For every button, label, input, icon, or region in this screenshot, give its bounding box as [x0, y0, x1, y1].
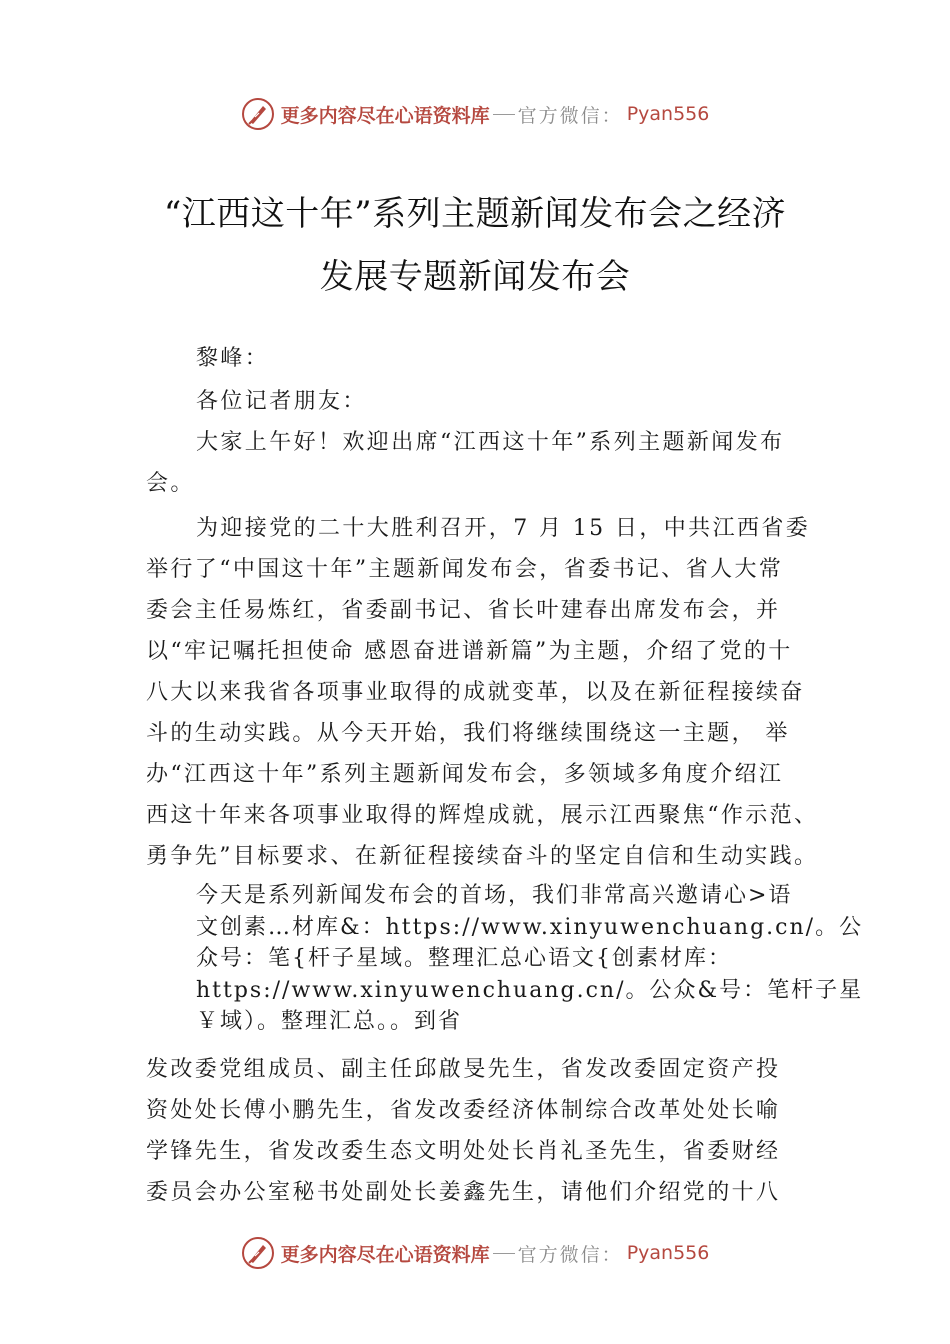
paragraph-line: 西这十年来各项事业取得的辉煌成就，展示江西聚焦“作示范、	[146, 803, 819, 828]
banner-dash	[493, 114, 515, 115]
paragraph-guests-intro	[196, 880, 863, 1038]
paragraph-line: 大家上午好！欢迎出席“江西这十年”系列主题新闻发布	[196, 430, 785, 455]
banner-main-text: 更多内容尽在心语资料库	[280, 1243, 490, 1266]
document-title-line-1: “江西这十年”系列主题新闻发布会之经济	[163, 194, 787, 234]
paragraph-welcome	[146, 422, 785, 504]
paragraph-line: ￥域）。整理汇总。。到省	[196, 1009, 463, 1034]
paragraph-line: 资处处长傅小鹏先生，省发改委经济体制综合改革处处长喻	[146, 1098, 781, 1123]
quill-pen-logo-icon	[241, 1236, 275, 1270]
paragraph-line: 以“牢记嘱托担使命 感恩奋进谱新篇”为主题，介绍了党的十	[146, 639, 793, 664]
paragraph-line: https://www.xinyuwenchuang.cn/。公众&号：笔杆子星	[196, 977, 864, 1003]
banner-wechat-label: 官方微信：	[517, 1243, 623, 1266]
paragraph-line: 今天是系列新闻发布会的首场，我们非常高兴邀请心>语	[196, 883, 793, 908]
paragraph-line: 办“江西这十年”系列主题新闻发布会，多领域多角度介绍江	[146, 762, 784, 787]
banner-wechat-id: Pyan556	[626, 1242, 710, 1264]
speaker-name: 黎峰：	[196, 346, 270, 371]
paragraph-line: 勇争先”目标要求、在新征程接续奋斗的坚定自信和生动实践。	[146, 844, 819, 869]
banner-wechat-label: 官方微信：	[517, 104, 623, 127]
banner-main-text: 更多内容尽在心语资料库	[280, 104, 490, 127]
banner-dash	[493, 1253, 515, 1254]
paragraph-line: 委会主任易炼红，省委副书记、省长叶建春出席发布会，并	[146, 598, 781, 623]
paragraph-line: 委员会办公室秘书处副处长姜鑫先生，请他们介绍党的十八	[146, 1180, 781, 1205]
paragraph-line: 学锋先生，省发改委生态文明处处长肖礼圣先生，省委财经	[146, 1139, 781, 1164]
banner-wechat-id: Pyan556	[626, 103, 710, 125]
quill-pen-logo-icon	[241, 97, 275, 131]
paragraph-line: 发改委党组成员、副主任邱啟旻先生，省发改委固定资产投	[146, 1057, 781, 1082]
paragraph-line: 文创素…材库&：https://www.xinyuwenchuang.cn/。公	[196, 914, 864, 940]
footer-banner	[0, 1233, 950, 1273]
document-title-line-2: 发展专题新闻发布会	[319, 257, 631, 297]
paragraph-background	[146, 508, 818, 877]
paragraph-line: 举行了“中国这十年”主题新闻发布会，省委书记、省人大常	[146, 557, 784, 582]
greeting: 各位记者朋友：	[196, 389, 367, 414]
paragraph-line: 为迎接党的二十大胜利召开，7 月 15 日，中共江西省委	[196, 516, 811, 541]
paragraph-line: 八大以来我省各项事业取得的成就变革，以及在新征程接续奋	[146, 680, 805, 705]
header-banner	[0, 94, 950, 134]
paragraph-line: 众号：笔{杆子星域。整理汇总心语文{创素材库：	[196, 946, 732, 971]
paragraph-line: 斗的生动实践。从今天开始，我们将继续围绕这一主题， 举	[146, 721, 790, 746]
paragraph-guests-list	[146, 1049, 780, 1213]
paragraph-line: 会。	[146, 471, 195, 496]
